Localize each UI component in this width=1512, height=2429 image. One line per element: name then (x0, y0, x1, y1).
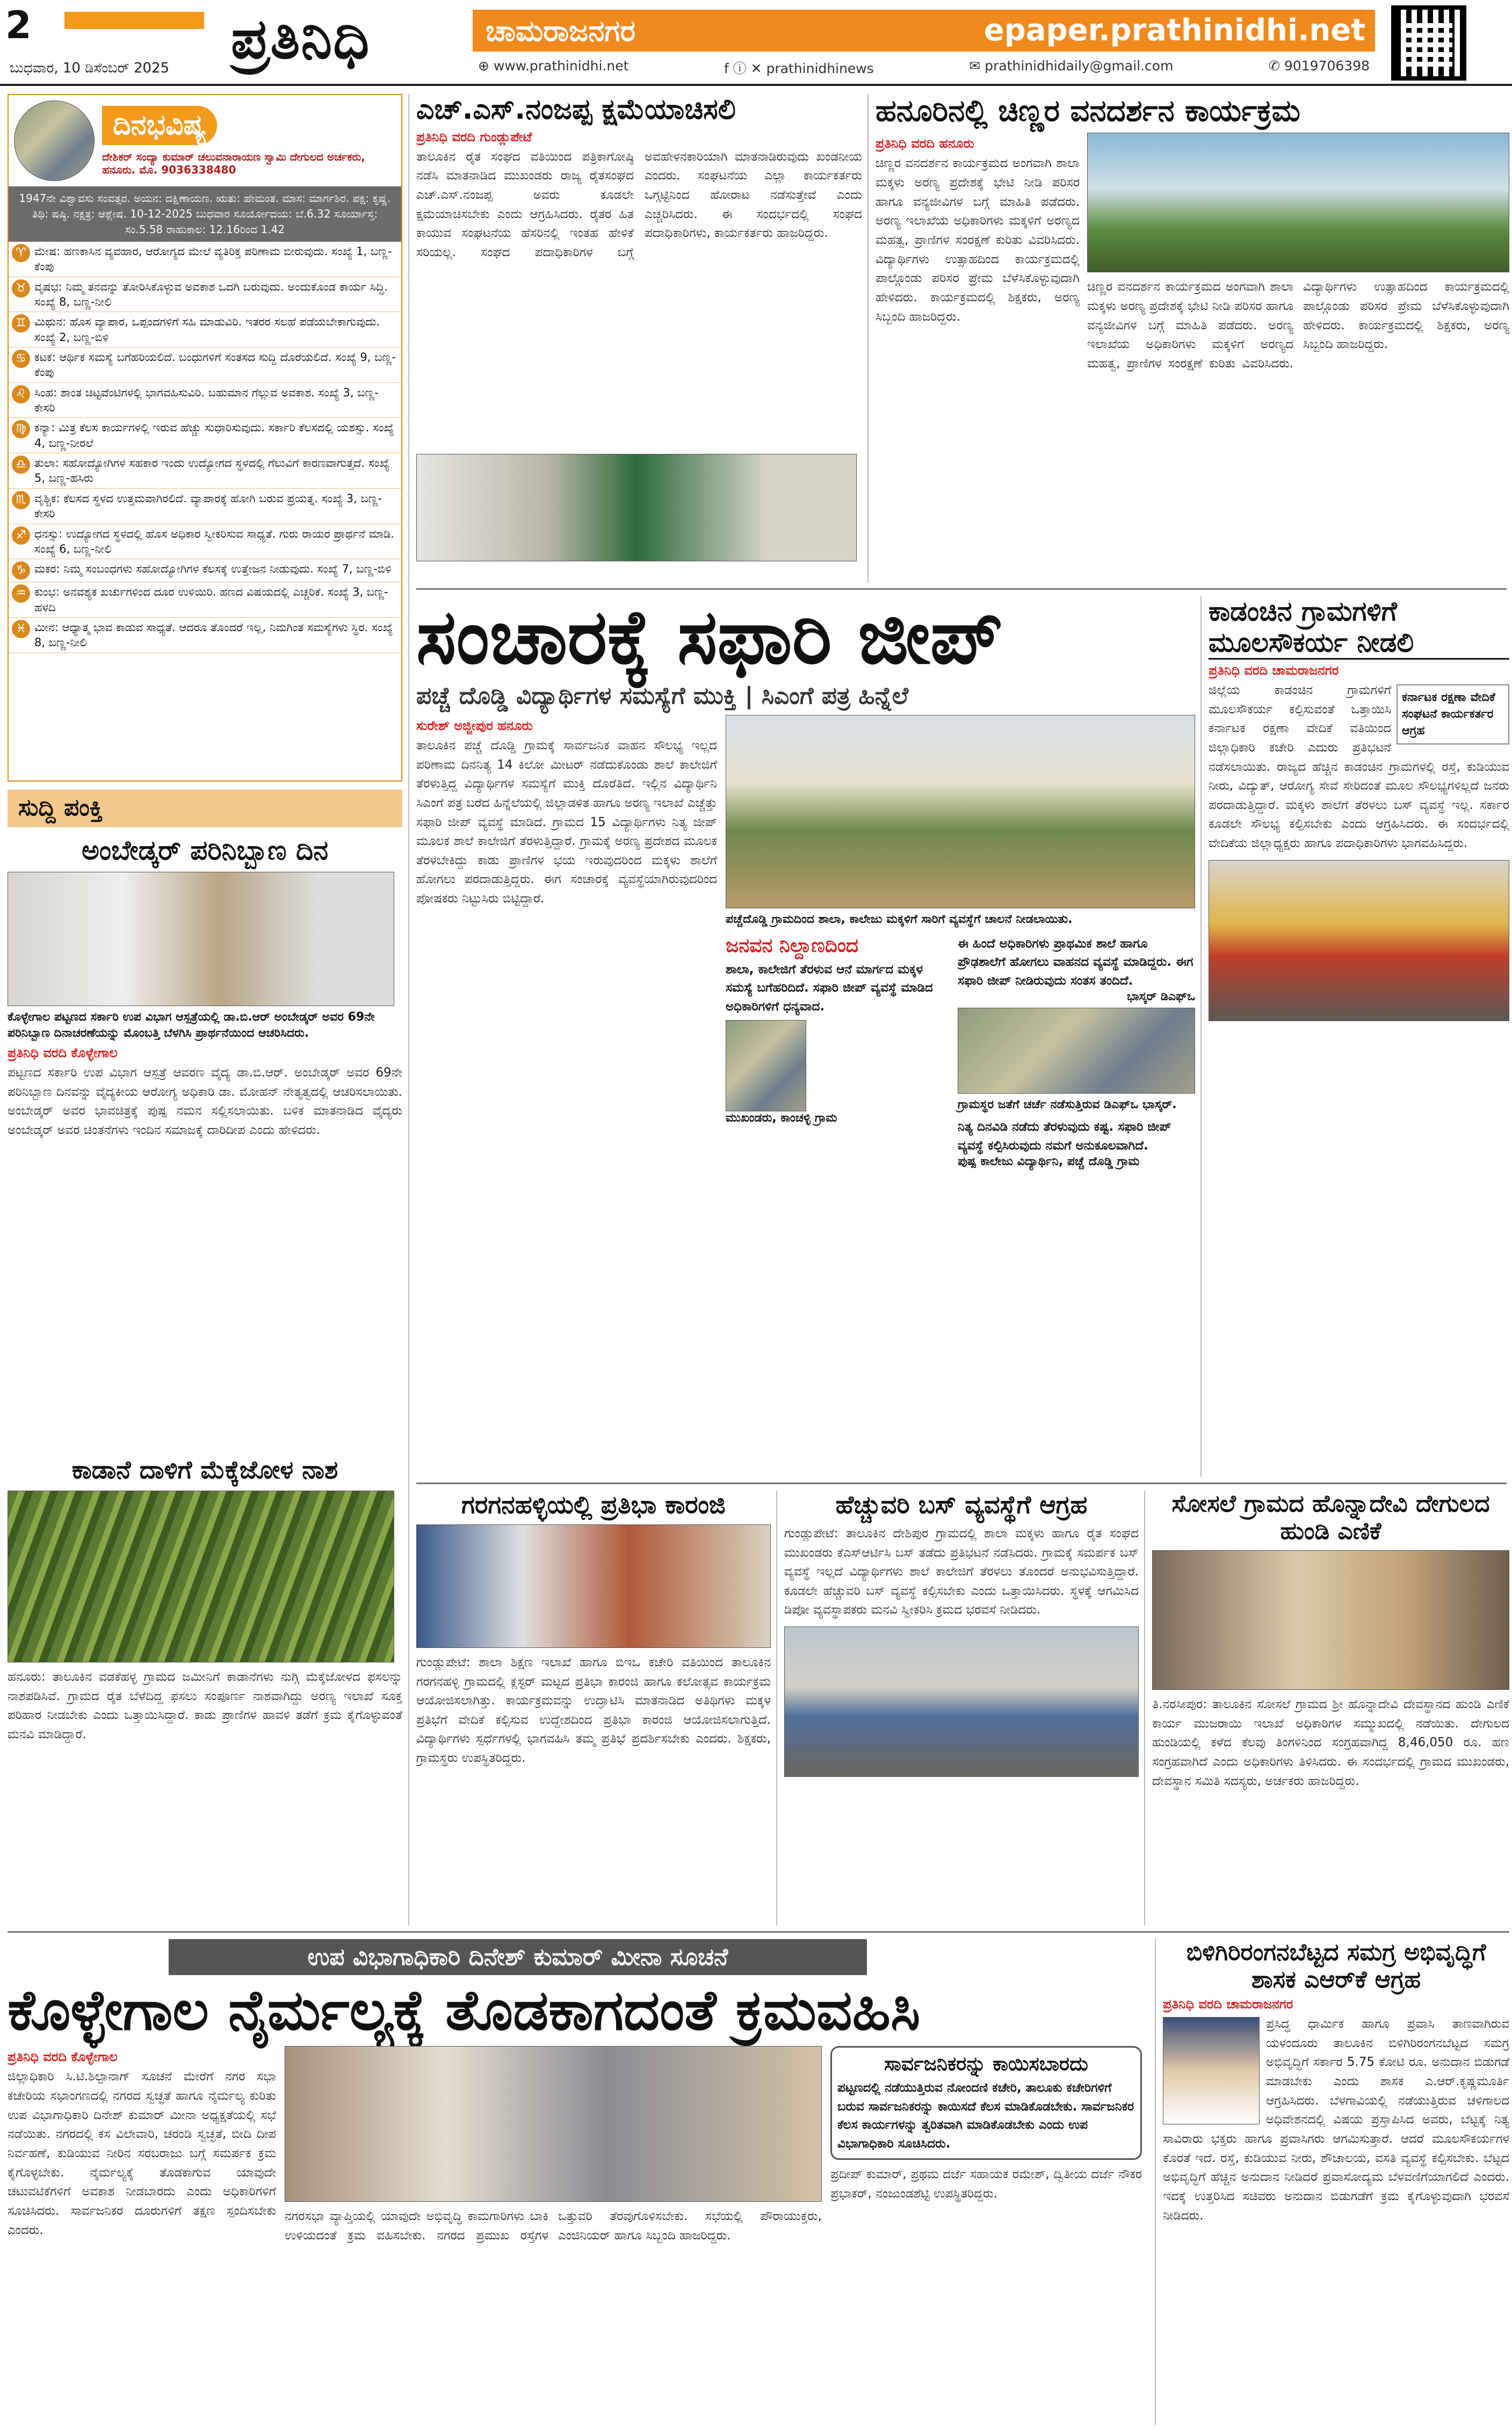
email-link[interactable]: ✉ prathinidhidaily@gmail.com (969, 58, 1174, 74)
article-photo (958, 1008, 1195, 1094)
article-body: ತಾಲೂಕಿನ ಪಚ್ಚೆ ದೊಡ್ಡಿ ಗ್ರಾಮಕ್ಕೆ ಸಾರ್ವಜನಿಕ ವಾಹನ ಸೌಲಭ್ಯ ಇಲ್ಲದ ಪರಿಣಾಮ ದಿನನಿತ್ಯ 14 ಕಿಲೋ ಮೀಟರ್ ನಡೆದುಕೊಂಡು ಶಾಲೆ ಕಾಲೇಜಿಗೆ ತೆರಳುತ್ತಿದ್ದ ವಿದ್ಯಾರ್ಥಿಗಳ ಸಮಸ್ಯೆಗೆ ಮುಕ್ತಿ ದೊರೆತಿದೆ. ಇಲ್ಲಿನ ವಿದ್ಯಾರ್ಥಿನಿ ಸಿಎಂಗೆ ಪತ್ರ ಬರೆದ ಹಿನ್ನೆಲೆಯಲ್ಲಿ ಜಿಲ್ಲಾಡಳಿತ ಹಾಗೂ ಅರಣ್ಯ ಇಲಾಖೆ ಎಚ್ಚೆತ್ತು ಸಫಾರಿ ಜೀಪ್ ವ್ಯವಸ್ಥೆ ಮಾಡಿದೆ. ಗ್ರಾಮದ 15 ವಿದ್ಯಾರ್ಥಿಗಳು ನಿತ್ಯ ಜೀಪ್ ಮೂಲಕ ಶಾಲೆ ಕಾಲೇಜಿಗೆ ತೆರಳುತ್ತಿದ್ದಾರೆ. ಗ್ರಾಮಕ್ಕೆ ಅರಣ್ಯ ಪ್ರದೇಶದ ಮೂಲಕ ತೆರಳಬೇಕಿದ್ದು ಕಾಡು ಪ್ರಾಣಿಗಳ ಭಯ ಇರುವುದರಿಂದ ಮಕ್ಕಳು ಶಾಲೆಗೆ ಹೋಗಲು ಪರದಾಡುತ್ತಿದ್ದರು. ಈಗ ಸಂಚಾರಕ್ಕೆ ವ್ಯವಸ್ಥೆಯಾಗಿರುವುದರಿಂದ ಪೋಷಕರು ನಿಟ್ಟುಸಿರು ಬಿಟ್ಟಿದ್ದಾರೆ. (416, 739, 717, 906)
horoscope-sign (9, 277, 401, 313)
masthead (0, 0, 1512, 86)
article-photo (8, 872, 394, 1006)
astrologer-credit: ದೇಶಿಕರ್ ಸಂದ್ಯಾ ಕುಮಾರ್ ಚಲುವನಾರಾಯಣ ಸ್ವಾಮಿ ದೇಗುಲದ ಅರ್ಚಕರು, ಹನೂರು. ಮೊ. 9036338480 (102, 150, 365, 176)
article-body: ಗುಂಡ್ಲುಪೇಟೆ: ಶಾಲಾ ಶಿಕ್ಷಣ ಇಲಾಖೆ ಹಾಗೂ ಬಿಇಒ ಕಚೇರಿ ವತಿಯಿಂದ ತಾಲೂಕಿನ ಗರಗನಹಳ್ಳಿ ಗ್ರಾಮದಲ್ಲಿ ಕ್ಲಸ್ಟರ್ ಮಟ್ಟದ ಪ್ರತಿಭಾ ಕಾರಂಜಿ ಹಾಗೂ ಕಲೋತ್ಸವ ಕಾರ್ಯಕ್ರಮ ಆಯೋಜಿಸಲಾಗಿತ್ತು. ಕಾರ್ಯಕ್ರಮವನ್ನು ಉದ್ಘಾಟಿಸಿ ಮಾತನಾಡಿದ ಅತಿಥಿಗಳು ಮಕ್ಕಳ ಪ್ರತಿಭೆಗೆ ವೇದಿಕೆ ಕಲ್ಪಿಸುವ ಉದ್ದೇಶದಿಂದ ಪ್ರತಿಭಾ ಕಾರಂಜಿ ಆಯೋಜಿಸಲಾಗುತ್ತಿದೆ. ವಿದ್ಯಾರ್ಥಿಗಳು ಸ್ಪರ್ಧೆಗಳಲ್ಲಿ ಭಾಗವಹಿಸಿ ತಮ್ಮ ಪ್ರತಿಭೆ ಪ್ರದರ್ಶಿಸಬೇಕು ಎಂದರು. ಶಿಕ್ಷಕರು, ಗ್ರಾಮಸ್ಥರು ಉಪಸ್ಥಿತರಿದ್ದರು. (416, 1655, 771, 1766)
kicker-bar: ಉಪ ವಿಭಾಗಾಧಿಕಾರಿ ದಿನೇಶ್ ಕುಮಾರ್ ಮೀನಾ ಸೂಚನೆ (169, 1939, 867, 1975)
horoscope-text: ಕನ್ಯಾ: ಮಿತ್ರ ಕೆಲಸ ಕಾರ್ಯಗಳಲ್ಲಿ ಇರುವ ಹೆಚ್ಚು ಸುಧಾರಿಸುವುದು. ಸರ್ಕಾರಿ ಕೆಲಸದಲ್ಲಿ ಯಶಸ್ಸು. ಸಂಖ್ಯೆ 4, ಬಣ್ಣ-ನೀರಲೆ (34, 421, 394, 450)
horoscope-text: ಕುಂಭ: ಅನವಶ್ಯಕ ಖರ್ಚುಗಳಿಂದ ದೂರ ಉಳಿಯಿರಿ. ಹಣದ ವಿಷಯದಲ್ಲಿ ಎಚ್ಚರಿಕೆ. ಸಂಖ್ಯೆ 3, ಬಣ್ಣ-ಹಳದಿ (34, 585, 388, 614)
social-handle[interactable]: f ⓘ ✕ prathinidhinews (724, 61, 874, 76)
article-ambedkar (8, 835, 402, 1378)
phone-number: ✆ 9019706398 (1269, 58, 1370, 74)
article-body: ಜಿಲ್ಲಾಧಿಕಾರಿ ಸಿ.ಟಿ.ಶಿಲ್ಪಾನಾಗ್ ಸೂಚನೆ ಮೇರೆಗೆ ನಗರ ಸಭಾ ಕಚೇರಿಯ ಸಭಾಂಗಣದಲ್ಲಿ ನಗರದ ಸ್ವಚ್ಛತೆ ಹಾಗೂ ನೈರ್ಮಲ್ಯ ಕುರಿತು ಉಪ ವಿಭಾಗಾಧಿಕಾರಿ ದಿನೇಶ್ ಕುಮಾರ್ ಮೀನಾ ಅಧ್ಯಕ್ಷತೆಯಲ್ಲಿ ಸಭೆ ನಡೆಯಿತು. ನಗರದಲ್ಲಿ ಕಸ ವಿಲೇವಾರಿ, ಚರಂಡಿ ಸ್ವಚ್ಛತೆ, ಬೀದಿ ದೀಪ ನಿರ್ವಹಣೆ, ಕುಡಿಯುವ ನೀರಿನ ಸರಬರಾಜು ಬಗ್ಗೆ ಸಮರ್ಪಕ ಕ್ರಮ ಕೈಗೊಳ್ಳಬೇಕು. ನೈರ್ಮಲ್ಯಕ್ಕೆ ತೊಡಕಾಗುವ ಯಾವುದೇ ಚಟುವಟಿಕೆಗಳಿಗೆ ಅವಕಾಶ ನೀಡಬಾರದು ಎಂದು ಅಧಿಕಾರಿಗಳಿಗೆ ಸೂಚಿಸಿದರು. ಸಾರ್ವಜನಿಕರ ದೂರುಗಳಿಗೆ ತಕ್ಷಣ ಸ್ಪಂದಿಸಬೇಕು ಎಂದರು. (8, 2070, 276, 2237)
column-divider (1200, 596, 1202, 1477)
horoscope-text: ತುಲಾ: ಸಹೋದ್ಯೋಗಿಗಳ ಸಹಕಾರ ಇಂದು ಉದ್ಯೋಗದ ಸ್ಥಳದಲ್ಲಿ ಗೆಲುವಿಗೆ ಕಾರಣವಾಗುತ್ತದೆ. ಸಂಖ್ಯೆ 5, ಬಣ್ಣ-ಹಸಿರು (34, 457, 390, 485)
article-body: ತಿ.ನರಸೀಪುರ: ತಾಲೂಕಿನ ಸೋಸಲೆ ಗ್ರಾಮದ ಶ್ರೀ ಹೊನ್ನಾದೇವಿ ದೇವಸ್ಥಾನದ ಹುಂಡಿ ಎಣಿಕೆ ಕಾರ್ಯ ಮುಜರಾಯಿ ಇಲಾಖೆ ಅಧಿಕಾರಿಗಳ ಸಮ್ಮುಖದಲ್ಲಿ ನಡೆಯಿತು. ದೇಗುಲದ ಹುಂಡಿಯಲ್ಲಿ ಕಳೆದ ಕೆಲವು ತಿಂಗಳಿನಿಂದ ಸಂಗ್ರಹವಾಗಿದ್ದ 8,46,050 ರೂ. ಹಣ ಸಂಗ್ರಹವಾಗಿದೆ ಎಂದು ಅಧಿಕಾರಿಗಳು ತಿಳಿಸಿದರು. ಈ ಸಂದರ್ಭದಲ್ಲಿ ಗ್ರಾಮದ ಮುಖಂಡರು, ದೇವಸ್ಥಾನ ಸಮಿತಿ ಸದಸ್ಯರು, ಅರ್ಚಕರು ಹಾಜರಿದ್ದರು. (1152, 1697, 1509, 1788)
box-body: ಪಟ್ಟಣದಲ್ಲಿ ನಡೆಯುತ್ತಿರುವ ನೋಂದಣಿ ಕಚೇರಿ, ತಾಲೂಕು ಕಚೇರಿಗಳಿಗೆ ಬರುವ ಸಾರ್ವಜನಿಕರನ್ನು ಕಾಯಿಸದೆ ಕೆಲಸ ಮಾಡಿಕೊಡಬೇಕು. ಸಾರ್ವಜನಿಕರ ಕೆಲಸ ಕಾರ್ಯಗಳನ್ನು ತ್ವರಿತವಾಗಿ ಮಾಡಿಕೊಡಬೇಕು ಎಂದು ಉಪ ವಿಭಾಗಾಧಿಕಾರಿ ಸೂಚಿಸಿದರು. (837, 2081, 1134, 2151)
article-photo (8, 1491, 394, 1662)
article-title: ಕಾಡಂಚಿನ ಗ್ರಾಮಗಳಿಗೆ ಮೂಲಸೌಕರ್ಯ ನೀಡಲಿ (1209, 596, 1509, 660)
article-title: ಹೆಚ್ಚುವರಿ ಬಸ್ ವ್ಯವಸ್ಥೆಗೆ ಆಗ್ರಹ (835, 1491, 1088, 1519)
horoscope-sign (9, 618, 401, 653)
horoscope-box (8, 94, 402, 782)
article-body-tail: ಪ್ರದೀಪ್ ಕುಮಾರ್, ಪ್ರಥಮ ದರ್ಜೆ ಸಹಾಯಕ ರಮೇಶ್, ದ್ವಿತೀಯ ದರ್ಜೆ ನೌಕರ ಪ್ರಭಾಕರ್, ನಂಜುಂಡಶೆಟ್ಟಿ ಉಪಸ್ಥಿತರಿದ್ದರು. (830, 2167, 1142, 2201)
article-title: ಬಿಳಿಗಿರಿರಂಗನಬೆಟ್ಟದ ಸಮಗ್ರ ಅಭಿವೃದ್ಧಿಗೆ ಶಾಸಕ ಎಆರ್‌ಕೆ ಆಗ್ರಹ (1186, 1939, 1486, 1993)
zodiac-icon: ♒ (12, 584, 30, 603)
column-divider (408, 94, 409, 1926)
horoscope-text: ವೃಶ್ಚಿಕ: ಕೆಲಸದ ಸ್ಥಳದ ಉತ್ತಮವಾಗಿರಲಿದೆ. ವ್ಯಾಪಾರಕ್ಕೆ ಹೋಗಿ ಬರುವ ಪ್ರಯತ್ನ. ಸಂಖ್ಯೆ 3, ಬಣ್ಣ-ಕೇಸರಿ (34, 491, 382, 520)
article-photo (1152, 1550, 1509, 1690)
quote-attribution: ಪುಷ್ಪ ಕಾಲೇಜು ವಿದ್ಯಾರ್ಥಿನಿ, ಪಚ್ಚೆ ದೊಡ್ಡಿ ಗ್ರಾಮ (958, 1155, 1140, 1169)
article-elephant-raid (8, 1456, 402, 1928)
column-divider (1155, 1939, 1156, 2425)
newspaper-logo: ಪ್ರತಿನಿಧಿ (231, 5, 371, 71)
horoscope-text: ವೃಷಭ: ನಿಮ್ಮ ತನವನ್ನು ತೋರಿಸಿಕೊಳ್ಳುವ ಅವಕಾಶ ಒದಗಿ ಬರುವುದು. ಅಂದುಕೊಂಡ ಕಾರ್ಯ ಸಿದ್ಧಿ. ಸಂಖ್ಯೆ 8, ಬಣ್ಣ-ನೀಲಿ (34, 280, 388, 309)
zodiac-icon: ♊ (12, 314, 30, 332)
article-title: ಗರಗನಹಳ್ಳಿಯಲ್ಲಿ ಪ್ರತಿಭಾ ಕಾರಂಜಿ (461, 1491, 726, 1519)
photo-caption: ಕೊಳ್ಳೇಗಾಲ ಪಟ್ಟಣದ ಸರ್ಕಾರಿ ಉಪ ವಿಭಾಗ ಆಸ್ಪತ್ರೆಯಲ್ಲಿ ಡಾ.ಬಿ.ಆರ್ ಅಂಬೇಡ್ಕರ್ ಅವರ 69ನೇ ಪರಿನಿಬ್ಬಾಣ ದಿನಾಚರಣೆಯನ್ನು ಮೊಂಬತ್ತಿ ಬೆಳಗಿಸಿ ಪ್ರಾರ್ಥನೆಯಿಂದ ಆಚರಿಸಿದರು. (8, 1010, 375, 1040)
lead-article-safari (416, 596, 1195, 1477)
article-title: ಎಚ್.ಎಸ್.ನಂಜಪ್ಪ ಕ್ಷಮೆಯಾಚಿಸಲಿ (416, 94, 736, 126)
photo-caption: ಗ್ರಾಮಸ್ಥರ ಜತೆಗೆ ಚರ್ಚೆ ನಡೆಸುತ್ತಿರುವ ಡಿಎಫ್ಒ ಭಾಸ್ಕರ್. (958, 1098, 1177, 1112)
email-text[interactable]: prathinidhidaily@gmail.com (985, 58, 1174, 74)
horoscope-text: ಮಿಥುನ: ಹೊಸ ವ್ಯಾಪಾರ, ಒಪ್ಪಂದಗಳಿಗೆ ಸಹಿ ಮಾಡುವಿರಿ. ಇತರರ ಸಲಹೆ ಪಡೆಯಬೇಕಾಗುವುದು. ಸಂಖ್ಯೆ 2, ಬಣ್ಣ-ಬಿಳಿ (34, 315, 380, 344)
phone-text: 9019706398 (1284, 58, 1370, 74)
article-body: ಪಟ್ಟಣದ ಸರ್ಕಾರಿ ಉಪ ವಿಭಾಗ ಆಸ್ಪತ್ರೆ ಆವರಣ ವೈದ್ಯ ಡಾ.ಬಿ.ಆರ್. ಅಂಬೇಡ್ಕರ್ ಅವರ 69ನೇ ಪರಿನಿಬ್ಬಾಣ ದಿನವನ್ನು ವೈದ್ಯಕೀಯ ಆರೋಗ್ಯ ಅಧಿಕಾರಿ ಡಾ. ಮೋಹನ್ ನೇತೃತ್ವದಲ್ಲಿ ಆಚರಿಸಲಾಯಿತು. ಅಂಬೇಡ್ಕರ್ ಅವರ ಭಾವಚಿತ್ರಕ್ಕೆ ಪುಷ್ಪ ನಮನ ಸಲ್ಲಿಸಲಾಯಿತು. ಬಳಿಕ ಮಾತನಾಡಿದ ವೈದ್ಯರು ಅಂಬೇಡ್ಕರ್ ಅವರ ಚಿಂತನೆಗಳು ಇಂದಿನ ಸಮಾಜಕ್ಕೆ ದಾರಿದೀಪ ಎಂದು ಹೇಳಿದರು. (8, 1066, 402, 1138)
article-body: ಪ್ರಸಿದ್ಧ ಧಾರ್ಮಿಕ ಹಾಗೂ ಪ್ರವಾಸಿ ತಾಣವಾಗಿರುವ ಯಳಂದೂರು ತಾಲೂಕಿನ ಬಿಳಿಗಿರಿರಂಗನಬೆಟ್ಟದ ಸಮಗ್ರ ಅಭಿವೃದ್ಧಿಗೆ ಸರ್ಕಾರ 5.75 ಕೋಟಿ ರೂ. ಅನುದಾನ ಬಿಡುಗಡೆ ಮಾಡಬೇಕು ಎಂದು ಶಾಸಕ ಎ.ಆರ್.ಕೃಷ್ಣಮೂರ್ತಿ ಆಗ್ರಹಿಸಿದರು. ಬೆಳಗಾವಿಯಲ್ಲಿ ನಡೆಯುತ್ತಿರುವ ಚಳಿಗಾಲದ ಅಧಿವೇಶನದಲ್ಲಿ ವಿಷಯ ಪ್ರಸ್ತಾಪಿಸಿದ ಅವರು, ಬೆಟ್ಟಕ್ಕೆ ನಿತ್ಯ ಸಾವಿರಾರು ಭಕ್ತರು ಹಾಗೂ ಪ್ರವಾಸಿಗರು ಆಗಮಿಸುತ್ತಾರೆ. ಆದರೆ ಮೂಲಸೌಕರ್ಯಗಳ ಕೊರತೆ ಇದೆ. ರಸ್ತೆ, ಕುಡಿಯುವ ನೀರು, ಶೌಚಾಲಯ, ವಸತಿ ವ್ಯವಸ್ಥೆ ಕಲ್ಪಿಸಬೇಕು. ಬೆಟ್ಟದ ಅಭಿವೃದ್ಧಿಗೆ ಹೆಚ್ಚಿನ ಅನುದಾನ ನೀಡಿದರೆ ಪ್ರವಾಸೋದ್ಯಮ ಬೆಳವಣಿಗೆಯಾಗಲಿದೆ ಎಂದರು. ಇದಕ್ಕೆ ಉತ್ತರಿಸಿದ ಸಚಿವರು ಅನುದಾನ ಬಿಡುಗಡೆಗೆ ಕ್ರಮ ಕೈಗೊಳ್ಳುವುದಾಗಿ ಭರವಸೆ ನೀಡಿದರು. (1163, 2017, 1509, 2223)
article-byline: ಪ್ರತಿನಿಧಿ ವರದಿ ಕೊಳ್ಳೇಗಾಲ (8, 1045, 118, 1061)
zodiac-icon: ♋ (12, 350, 30, 368)
lead-subhead: ಪಚ್ಚೆ ದೊಡ್ಡಿ ವಿದ್ಯಾರ್ಥಿಗಳ ಸಮಸ್ಯೆಗೆ ಮುಕ್ತಿ | ಸಿಎಂಗೆ ಪತ್ರ ಹಿನ್ನೆಲೆ (416, 682, 909, 710)
article-photo (1087, 133, 1509, 272)
quote-attribution: ಮುಖಂಡರು, ಕಾಂಚಳ್ಳಿ ಗ್ರಾಮ (726, 1111, 837, 1125)
article-body: ಗುಂಡ್ಲುಪೇಟೆ: ತಾಲೂಕಿನ ದೇಶಿಪುರ ಗ್ರಾಮದಲ್ಲಿ ಶಾಲಾ ಮಕ್ಕಳು ಹಾಗೂ ರೈತ ಸಂಘದ ಮುಖಂಡರು ಕೆಎಸ್ಆರ್ಟಿಸಿ ಬಸ್ ತಡೆದು ಪ್ರತಿಭಟನೆ ನಡೆಸಿದರು. ಗ್ರಾಮಕ್ಕೆ ಸಮರ್ಪಕ ಬಸ್ ವ್ಯವಸ್ಥೆ ಇಲ್ಲದೆ ವಿದ್ಯಾರ್ಥಿಗಳು ಶಾಲೆ ಕಾಲೇಜಿಗೆ ತೆರಳಲು ತೊಂದರೆ ಅನುಭವಿಸುತ್ತಿದ್ದಾರೆ. ಕೂಡಲೇ ಹೆಚ್ಚುವರಿ ಬಸ್ ವ್ಯವಸ್ಥೆ ಕಲ್ಪಿಸಬೇಕು ಎಂದು ಒತ್ತಾಯಿಸಿದರು. ಸ್ಥಳಕ್ಕೆ ಆಗಮಿಸಿದ ಡಿಪೋ ವ್ಯವಸ್ಥಾಪಕರು ಮನವಿ ಸ್ವೀಕರಿಸಿ ಕ್ರಮದ ಭರವಸೆ ನೀಡಿದರು. (784, 1526, 1139, 1617)
page-number: 2 (5, 3, 32, 47)
article-byline: ಪ್ರತಿನಿಧಿ ವರದಿ ಚಾಮರಾಜನಗರ (1209, 663, 1339, 678)
horoscope-sign (9, 242, 401, 277)
horoscope-text: ಮಕರ: ನಿಮ್ಮ ಸಂಬಂಧಗಳು ಸಹೋದ್ಯೋಗಿಗಳ ಕೆಲಸಕ್ಕೆ ಉತ್ತೇಜನ ನೀಡುವುದು. ಸಂಖ್ಯೆ 7, ಬಣ್ಣ-ಬಿಳಿ (34, 562, 392, 576)
astrologer-photo (14, 100, 95, 181)
horoscope-sign (9, 312, 401, 348)
column-divider (1144, 1491, 1145, 1926)
article-talent-fest (416, 1491, 771, 1926)
article-title: ಸೋಸಲೆ ಗ್ರಾಮದ ಹೊನ್ನಾದೇವಿ ದೇಗುಲದ ಹುಂಡಿ ಎಣಿಕೆ (1171, 1491, 1490, 1545)
article-forest-visit (876, 94, 1509, 583)
article-title: ಕಾಡಾನೆ ದಾಳಿಗೆ ಮೆಕ್ಕೆಜೋಳ ನಾಶ (71, 1456, 338, 1484)
horoscope-title: ದಿನಭವಿಷ್ಯ (102, 106, 217, 145)
pull-tag: ಕರ್ನಾಟಕ ರಕ್ಷಣಾ ವೇದಿಕೆ ಸಂಘಟನೆ ಕಾರ್ಯಕರ್ತರ ಆಗ್ರಹ (1397, 684, 1509, 744)
lead-photo (726, 715, 1195, 908)
zodiac-icon: ♉ (12, 279, 30, 298)
article-kollegal-sanitation (8, 1939, 1152, 2425)
website-link[interactable]: ⊕ www.prathinidhi.net (478, 58, 629, 74)
column-divider (867, 94, 869, 583)
article-body: ಹನೂರು: ತಾಲೂಕಿನ ವಡಕೆಹಳ್ಳ ಗ್ರಾಮದ ಜಮೀನಿಗೆ ಕಾಡಾನೆಗಳು ನುಗ್ಗಿ ಮೆಕ್ಕೆಜೋಳದ ಫಸಲನ್ನು ನಾಶಪಡಿಸಿವೆ. ಗ್ರಾಮದ ರೈತ ಬೆಳೆದಿದ್ದ ಫಸಲು ಸಂಪೂರ್ಣ ನಾಶವಾಗಿದ್ದು ಅರಣ್ಯ ಇಲಾಖೆ ಸೂಕ್ತ ಪರಿಹಾರ ನೀಡಬೇಕು ಎಂದು ಒತ್ತಾಯಿಸಿದ್ದಾರೆ. ಕಾಡು ಪ್ರಾಣಿಗಳ ಹಾವಳಿ ತಡೆಗೆ ಕ್ರಮ ಕೈಗೊಳ್ಳುವಂತೆ ಮನವಿ ಮಾಡಿದ್ದಾರೆ. (8, 1669, 402, 1741)
horoscope-sign (9, 559, 401, 582)
article-photo (1209, 860, 1509, 1021)
article-body-continued: ಚಿಣ್ಣರ ವನದರ್ಶನ ಕಾರ್ಯಕ್ರಮದ ಅಂಗವಾಗಿ ಶಾಲಾ ಮಕ್ಕಳು ಅರಣ್ಯ ಪ್ರದೇಶಕ್ಕೆ ಭೇಟಿ ನೀಡಿ ಪರಿಸರ ಹಾಗೂ ವನ್ಯಜೀವಿಗಳ ಬಗ್ಗೆ ಮಾಹಿತಿ ಪಡೆದರು. ಅರಣ್ಯ ಇಲಾಖೆಯ ಅಧಿಕಾರಿಗಳು ಮಕ್ಕಳಿಗೆ ಅರಣ್ಯದ ಮಹತ್ವ, ಪ್ರಾಣಿಗಳ ಸಂರಕ್ಷಣೆ ಕುರಿತು ವಿವರಿಸಿದರು. ವಿದ್ಯಾರ್ಥಿಗಳು ಉತ್ಸಾಹದಿಂದ ಕಾರ್ಯಕ್ರಮದಲ್ಲಿ ಪಾಲ್ಗೊಂಡು ಪರಿಸರ ಪ್ರೇಮ ಬೆಳೆಸಿಕೊಳ್ಳುವುದಾಗಿ ಹೇಳಿದರು. ಕಾರ್ಯಕ್ರಮದಲ್ಲಿ ಶಿಕ್ಷಕರು, ಅರಣ್ಯ ಸಿಬ್ಬಂದಿ ಹಾಜರಿದ್ದರು. (1087, 280, 1509, 371)
section-label-text: ಸುದ್ದಿ ಪಂಕ್ತಿ (18, 794, 103, 821)
article-title: ಹನೂರಿನಲ್ಲಿ ಚಿಣ್ಣರ ವನದರ್ಶನ ಕಾರ್ಯಕ್ರಮ (876, 94, 1300, 128)
horoscope-sign (9, 348, 401, 383)
horoscope-sign (9, 582, 401, 618)
article-bus-demand (784, 1491, 1139, 1926)
article-photo (416, 1524, 771, 1648)
zodiac-icon: ♌ (12, 385, 30, 403)
article-photo (285, 2046, 822, 2202)
horoscope-sign (9, 489, 401, 524)
horoscope-text: ಕಟಕ: ಆರ್ಥಿಕ ಸಮಸ್ಯೆ ಬಗೆಹರಿಯಲಿದೆ. ಬಂಧುಗಳಿಗೆ ಸಂತಸದ ಸುದ್ದಿ ದೊರೆಯಲಿದೆ. ಸಂಖ್ಯೆ 9, ಬಣ್ಣ-ಕೆಂಪು (34, 351, 396, 379)
section-divider (8, 1931, 1509, 1933)
website-text[interactable]: www.prathinidhi.net (493, 58, 629, 74)
article-byline: ಪ್ರತಿನಿಧಿ ವರದಿ ಕೊಳ್ಳೇಗಾಲ (8, 2049, 118, 2065)
horoscope-sign (9, 418, 401, 453)
article-byline: ಪ್ರತಿನಿಧಿ ವರದಿ ಚಾಮರಾಜನಗರ (1163, 1997, 1293, 2012)
quote-portrait (726, 1020, 806, 1111)
photo-caption: ಪಚ್ಚೆದೊಡ್ಡಿ ಗ್ರಾಮದಿಂದ ಶಾಲಾ, ಕಾಲೇಜು ಮಕ್ಕಳಿಗೆ ಸಾರಿಗೆ ವ್ಯವಸ್ಥೆಗೆ ಚಾಲನೆ ನೀಡಲಾಯಿತು. (726, 913, 1073, 926)
issue-date: ಬುಧವಾರ, 10 ಡಿಸೆಂಬರ್ 2025 (10, 60, 170, 76)
article-headline: ಕೊಳ್ಳೇಗಾಲ ನೈರ್ಮಲ್ಯಕ್ಕೆ ತೊಡಕಾಗದಂತೆ ಕ್ರಮವಹಿಸಿ (8, 1977, 921, 2043)
zodiac-icon: ♓ (12, 620, 30, 638)
horoscope-text: ಸಿಂಹ: ಶಾಂತ ಚಿಟ್ಟವೆಂಟಿಗಳಲ್ಲಿ ಭಾಗವಹಿಸುವಿರಿ. ಬಹುಮಾನ ಗೆಲ್ಲುವ ಅವಕಾಶ. ಸಂಖ್ಯೆ 3, ಬಣ್ಣ-ಕೇಸರಿ (34, 386, 379, 415)
zodiac-icon: ♎ (12, 456, 30, 474)
zodiac-icon: ♐ (12, 526, 30, 545)
article-photo (784, 1626, 1139, 1777)
section-label-suddi (8, 790, 402, 827)
article-nanjappa (416, 94, 862, 583)
qr-code-icon[interactable] (1391, 5, 1466, 81)
article-photo (416, 454, 857, 561)
article-body-continued: ನಗರಸಭಾ ವ್ಯಾಪ್ತಿಯಲ್ಲಿ ಯಾವುದೇ ಅಭಿವೃದ್ಧಿ ಕಾಮಗಾರಿಗಳು ಬಾಕಿ ಉಳಿಯದಂತೆ ಕ್ರಮ ವಹಿಸಬೇಕು. ನಗರದ ಪ್ರಮುಖ ರಸ್ತೆಗಳ ಒತ್ತುವರಿ ತೆರವುಗೊಳಿಸಬೇಕು. ಸಭೆಯಲ್ಲಿ ಪೌರಾಯುಕ್ತರು, ಎಂಜಿನಿಯರ್ ಹಾಗೂ ಸಿಬ್ಬಂದಿ ಹಾಜರಿದ್ದರು. (285, 2209, 822, 2243)
column-divider (776, 1491, 777, 1926)
horoscope-sign (9, 383, 401, 418)
quote-text: ನಿತ್ಯ ದಿನವಿಡಿ ನಡೆದು ತೆರಳುವುದು ಕಷ್ಟ. ಸಫಾರಿ ಜೀಪ್ ವ್ಯವಸ್ಥೆ ಕಲ್ಪಿಸಿರುವುದು ನಮಗೆ ಅನುಕೂಲವಾಗಿದೆ. (958, 1120, 1171, 1153)
horoscope-text: ಮೀನ: ಆಧ್ಯಾತ್ಮ ಭಾವ ಕಾಡುವ ಸಾಧ್ಯತೆ. ಆದರೂ ತೊಂದರೆ ಇಲ್ಲ, ನಿಮಗಿಂತ ಸಮಸ್ಯೆಗಳು ಸ್ಥಿರ. ಸಂಖ್ಯೆ 8, ಬಣ್ಣ-ನೀಲಿ (34, 620, 393, 649)
quote-text: ಶಾಲಾ, ಕಾಲೇಜಿಗೆ ತೆರಳುವ ಆನೆ ಮಾರ್ಗದ ಮಕ್ಕಳ ಸಮಸ್ಯೆ ಬಗೆಹರಿದಿದೆ. ಸಫಾರಿ ಜೀಪ್ ವ್ಯವಸ್ಥೆ ಮಾಡಿದ ಅಧಿಕಾರಿಗಳಿಗೆ ಧನ್ಯವಾದ. (726, 962, 933, 1014)
lead-headline: ಸಂಚಾರಕ್ಕೆ ಸಫಾರಿ ಜೀಪ್ (416, 596, 1003, 681)
zodiac-icon: ♏ (12, 491, 30, 509)
mla-portrait (1163, 2017, 1260, 2124)
quote-text: ಈ ಹಿಂದೆ ಅಧಿಕಾರಿಗಳು ಪ್ರಾಥಮಿಕ ಶಾಲೆ ಹಾಗೂ ಪ್ರೌಢಶಾಲೆಗೆ ಹೋಗಲು ವಾಹನದ ವ್ಯವಸ್ಥೆ ಮಾಡಿದ್ದರು. ಈಗ ಸಫಾರಿ ಜೀಪ್ ನೀಡಿರುವುದು ಸಂತಸ ತಂದಿದೆ. (958, 936, 1193, 988)
horoscope-text: ಮೇಷ: ಹಣಕಾಸಿನ ವ್ಯವಹಾರ, ಆರೋಗ್ಯದ ಮೇಲೆ ವ್ಯತಿರಿಕ್ತ ಪರಿಣಾಮ ಬೀರುವುದು. ಸಂಖ್ಯೆ 1, ಬಣ್ಣ-ಕೆಂಪು (34, 245, 392, 273)
epaper-link[interactable]: epaper.prathinidhi.net (967, 10, 1375, 52)
article-byline: ಪ್ರತಿನಿಧಿ ವರದಿ ಹನೂರು (876, 136, 974, 151)
zodiac-icon: ♍ (12, 420, 30, 438)
vox-pop-heading: ಜನವನ ನಿಲ್ದಾಣದಿಂದ (726, 934, 859, 957)
horoscope-sign (9, 524, 401, 560)
article-byline: ಪ್ರತಿನಿಧಿ ವರದಿ ಗುಂಡ್ಲುಪೇಟೆ (416, 129, 532, 144)
zodiac-icon: ♑ (12, 561, 30, 580)
box-title: ಸಾರ್ವಜನಿಕರನ್ನು ಕಾಯಿಸಬಾರದು (884, 2053, 1088, 2076)
horoscope-signs-list (9, 242, 401, 653)
panchanga: 1947ನೇ ವಿಶ್ವಾವಸು ಸಂವತ್ಸರ. ಅಯನ: ದಕ್ಷಿಣಾಯಣ. ಋತು: ಹೇಮಂತ. ಮಾಸ: ಮಾರ್ಗಶಿರ. ಪಕ್ಷ: ಕೃಷ್ಣ. ತಿಥಿ: ಷಷ್ಠಿ. ನಕ್ಷತ್ರ: ಆಶ್ಲೇಷ. 10-12-2025 ಬುಧವಾರ ಸೂರ್ಯೋದಯ: ಬೆ.6.32 ಸೂರ್ಯಾಸ್ತ: ಸಂ.5.58 ರಾಹುಕಾಲ: 12.16ರಿಂದ 1.42 (9, 186, 401, 242)
article-biligiri-development (1163, 1939, 1509, 2425)
article-forest-villages (1209, 596, 1509, 1477)
edition-city: ಚಾಮರಾಜನಗರ (473, 10, 967, 52)
horoscope-text: ಧನಸ್ಸು: ಉದ್ಯೋಗದ ಸ್ಥಳದಲ್ಲಿ ಹೊಸ ಅಧಿಕಾರ ಸ್ವೀಕರಿಸುವ ಸಾಧ್ಯತೆ. ಗುರು ರಾಯರ ಪ್ರಾರ್ಥನೆ ಮಾಡಿ. ಸಂಖ್ಯೆ 6, ಬಣ್ಣ-ನೀಲಿ (34, 527, 394, 555)
section-divider (416, 588, 1507, 590)
section-divider (416, 1483, 1507, 1484)
horoscope-sign (9, 453, 401, 489)
quote-attribution: ಭಾಸ್ಕರ್ ಡಿಎಫ್ಒ (1127, 990, 1195, 1004)
article-body: ತಾಲೂಕಿನ ರೈತ ಸಂಘದ ವತಿಯಿಂದ ಪತ್ರಿಕಾಗೋಷ್ಠಿ ನಡೆಸಿ ಮಾತನಾಡಿದ ಮುಖಂಡರು ರಾಜ್ಯ ರೈತಸಂಘದ ಎಚ್.ಎಸ್.ನಂಜಪ್ಪ ಅವರು ಕೂಡಲೇ ಕ್ಷಮೆಯಾಚಿಸಬೇಕು ಎಂದು ಆಗ್ರಹಿಸಿದರು. ರೈತರ ಹಿತ ಕಾಯುವ ಸಂಘಟನೆಯ ಹೆಸರಿನಲ್ಲಿ ಇಂತಹ ಹೇಳಿಕೆ ಸರಿಯಲ್ಲ. ಸಂಘದ ಪದಾಧಿಕಾರಿಗಳ ಬಗ್ಗೆ ಅವಹೇಳನಕಾರಿಯಾಗಿ ಮಾತನಾಡಿರುವುದು ಖಂಡನೀಯ ಎಂದರು. ಸಂಘಟನೆಯ ಎಲ್ಲಾ ಕಾರ್ಯಕರ್ತರು ಒಗ್ಗಟ್ಟಿನಿಂದ ಹೋರಾಟ ನಡೆಸುತ್ತೇವೆ ಎಂದು ಎಚ್ಚರಿಸಿದರು. ಈ ಸಂದರ್ಭದಲ್ಲಿ ಸಂಘದ ಪದಾಧಿಕಾರಿಗಳು, ಕಾರ್ಯಕರ್ತರು ಹಾಜರಿದ್ದರು. (416, 149, 862, 259)
article-body: ಚಿಣ್ಣರ ವನದರ್ಶನ ಕಾರ್ಯಕ್ರಮದ ಅಂಗವಾಗಿ ಶಾಲಾ ಮಕ್ಕಳು ಅರಣ್ಯ ಪ್ರದೇಶಕ್ಕೆ ಭೇಟಿ ನೀಡಿ ಪರಿಸರ ಹಾಗೂ ವನ್ಯಜೀವಿಗಳ ಬಗ್ಗೆ ಮಾಹಿತಿ ಪಡೆದರು. ಅರಣ್ಯ ಇಲಾಖೆಯ ಅಧಿಕಾರಿಗಳು ಮಕ್ಕಳಿಗೆ ಅರಣ್ಯದ ಮಹತ್ವ, ಪ್ರಾಣಿಗಳ ಸಂರಕ್ಷಣೆ ಕುರಿತು ವಿವರಿಸಿದರು. ವಿದ್ಯಾರ್ಥಿಗಳು ಉತ್ಸಾಹದಿಂದ ಕಾರ್ಯಕ್ರಮದಲ್ಲಿ ಪಾಲ್ಗೊಂಡು ಪರಿಸರ ಪ್ರೇಮ ಬೆಳೆಸಿಕೊಳ್ಳುವುದಾಗಿ ಹೇಳಿದರು. ಕಾರ್ಯಕ್ರಮದಲ್ಲಿ ಶಿಕ್ಷಕರು, ಅರಣ್ಯ ಸಿಬ್ಬಂದಿ ಹಾಜರಿದ್ದರು. (876, 156, 1080, 324)
article-temple-hundi (1152, 1491, 1509, 1926)
social-text[interactable]: prathinidhinews (766, 61, 874, 76)
contact-strip (473, 58, 1375, 79)
masthead-accent-bar (64, 12, 204, 29)
article-body: ಜಿಲ್ಲೆಯ ಕಾಡಂಚಿನ ಗ್ರಾಮಗಳಿಗೆ ಮೂಲಸೌಕರ್ಯ ಕಲ್ಪಿಸುವಂತೆ ಒತ್ತಾಯಿಸಿ ಕರ್ನಾಟಕ ರಕ್ಷಣಾ ವೇದಿಕೆ ವತಿಯಿಂದ ಜಿಲ್ಲಾಧಿಕಾರಿ ಕಚೇರಿ ಎದುರು ಪ್ರತಿಭಟನೆ ನಡೆಸಲಾಯಿತು. ರಾಜ್ಯದ ಹೆಚ್ಚಿನ ಕಾಡಂಚಿನ ಗ್ರಾಮಗಳಲ್ಲಿ ರಸ್ತೆ, ಕುಡಿಯುವ ನೀರು, ವಿದ್ಯುತ್, ಆರೋಗ್ಯ ಸೇವೆ ಸೇರಿದಂತೆ ಮೂಲ ಸೌಲಭ್ಯಗಳಿಲ್ಲದೆ ಜನರು ಪರದಾಡುತ್ತಿದ್ದಾರೆ. ಮಕ್ಕಳು ಶಾಲೆಗೆ ತೆರಳಲು ಬಸ್ ವ್ಯವಸ್ಥೆ ಇಲ್ಲ. ಸರ್ಕಾರ ಕೂಡಲೇ ಸೌಲಭ್ಯ ಕಲ್ಪಿಸಬೇಕು ಎಂದು ಆಗ್ರಹಿಸಿದರು. ಈ ಸಂದರ್ಭದಲ್ಲಿ ವೇದಿಕೆಯ ಜಿಲ್ಲಾಧ್ಯಕ್ಷರು ಹಾಗೂ ಪದಾಧಿಕಾರಿಗಳು ಭಾಗವಹಿಸಿದ್ದರು. (1209, 683, 1509, 851)
zodiac-icon: ♈ (12, 244, 30, 262)
article-byline: ಸುರೇಶ್ ಅಜ್ಜೀಪುರ ಹನೂರು (416, 718, 533, 733)
article-title: ಅಂಬೇಡ್ಕರ್ ಪರಿನಿಬ್ಬಾಣ ದಿನ (81, 835, 328, 866)
